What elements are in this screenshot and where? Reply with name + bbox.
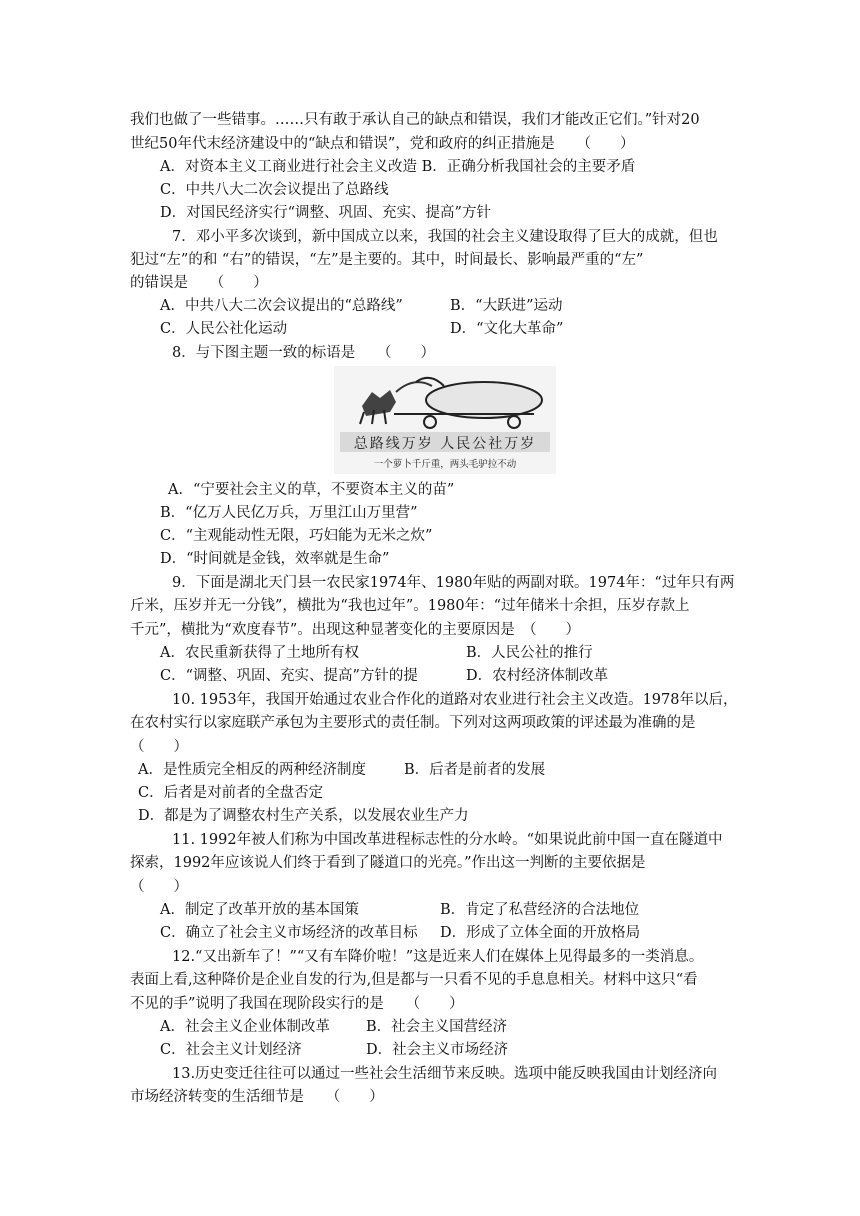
q6-text-line-2: 世纪50年代末经济建设中的“缺点和错误”，党和政府的纠正措施是 （ ） — [130, 136, 635, 152]
q8-option-c: C．“主观能动性无限，巧妇能为无米之炊” — [160, 528, 433, 544]
q12-option-d: D．社会主义市场经济 — [366, 1042, 509, 1058]
q7-text-line-3: 的错误是 （ ） — [130, 275, 268, 291]
q9-option-b: B．人民公社的推行 — [466, 645, 593, 661]
q9-text-line-3: 千元”，横批为“欢度春节”。出现这种显著变化的主要原因是 （ ） — [130, 622, 580, 638]
q11-option-b: B．肯定了私营经济的合法地位 — [440, 902, 640, 918]
q12-text-line-1: 12.“又出新车了！”“又有车降价啦！”这是近来人们在媒体上见得最多的一类消息。 — [172, 949, 704, 965]
q9-option-a: A．农民重新获得了土地所有权 — [160, 645, 359, 661]
q13-text-line-2: 市场经济转变的生活细节是 （ ） — [130, 1089, 384, 1105]
q13-text-line-1: 13.历史变迁往往可以通过一些社会生活细节来反映。选项中能反映我国由计划经济向 — [172, 1066, 718, 1082]
q11-text-line-2: 探索，1992年应该说人们终于看到了隧道口的光亮。”作出这一判断的主要依据是 — [130, 855, 646, 871]
q10-text-line-1: 10. 1953年，我国开始通过农业合作化的道路对农业进行社会主义改造。1978年以后， — [172, 692, 738, 708]
q7-option-c: C．人民公社化运动 — [160, 321, 288, 337]
q12-option-a: A．社会主义企业体制改革 — [160, 1019, 330, 1035]
propaganda-cartoon-figure — [334, 366, 556, 474]
q12-option-c: C．社会主义计划经济 — [160, 1042, 302, 1058]
q10-option-c: C．后者是对前者的全盘否定 — [138, 785, 324, 801]
q8-option-a: A．“宁要社会主义的草，不要资本主义的苗” — [168, 482, 455, 498]
q8-option-d: D．“时间就是金钱，效率就是生命” — [160, 551, 390, 567]
q8-option-b: B．“亿万人民亿万兵，万里江山万里营” — [160, 505, 418, 521]
q9-option-c: C．“调整、巩固、充实、提高”方针的提 — [160, 668, 418, 684]
q6-option-a-b: A．对资本主义工商业进行社会主义改造 B．正确分析我国社会的主要矛盾 — [160, 159, 636, 175]
q7-text-line-2: 犯过“左”的和 “右”的错误，“左”是主要的。其中，时间最长、影响最严重的“左” — [130, 252, 644, 268]
q9-text-line-1: 9．下面是湖北天门县一农民家1974年、1980年贴的两副对联。1974年：“过年只有两 — [172, 575, 735, 591]
q6-text-line-1: 我们也做了一些错事。……只有敢于承认自己的缺点和错误，我们才能改正它们。”针对20 — [130, 112, 700, 128]
q11-option-a: A．制定了改革开放的基本国策 — [160, 902, 359, 918]
q11-option-c: C．确立了社会主义市场经济的改革目标 — [160, 925, 418, 941]
cartoon-caption: 一个萝卜千斤重，两头毛驴拉不动 — [373, 459, 517, 470]
q9-option-d: D．农村经济体制改革 — [466, 668, 609, 684]
q8-text: 8．与下图主题一致的标语是 （ ） — [172, 345, 435, 361]
q7-option-a: A．中共八大二次会议提出的“总路线” — [160, 298, 403, 314]
q10-option-d: D．都是为了调整农村生产关系，以发展农业生产力 — [138, 808, 469, 824]
q7-text-line-1: 7．邓小平多次谈到，新中国成立以来，我国的社会主义建设取得了巨大的成就，但也 — [172, 229, 718, 245]
q10-option-b: B．后者是前者的发展 — [404, 762, 546, 778]
q9-text-line-2: 斤米，压岁并无一分钱”，横批为“我也过年”。1980年：“过年储米十余担，压岁存款上 — [130, 598, 690, 614]
q12-option-b: B．社会主义国营经济 — [366, 1019, 508, 1035]
q11-option-d: D．形成了立体全面的开放格局 — [440, 925, 641, 941]
q12-text-line-2: 表面上看,这种降价是企业自发的行为,但是都与一只看不见的手息息相关。材料中这只“看 — [130, 972, 698, 988]
q10-option-a: A．是性质完全相反的两种经济制度 — [138, 762, 366, 778]
q11-text-line-3: （ ） — [130, 879, 188, 895]
q10-text-line-3: （ ） — [130, 739, 188, 755]
q7-option-b: B．“大跃进”运动 — [450, 298, 563, 314]
q12-text-line-3: 不见的手”说明了我国在现阶段实行的是 （ ） — [130, 996, 464, 1012]
q6-option-c: C．中共八大二次会议提出了总路线 — [160, 182, 389, 198]
q6-option-d: D．对国民经济实行“调整、巩固、充实、提高”方针 — [160, 205, 491, 221]
q7-option-d: D．“文化大革命” — [450, 321, 564, 337]
q11-text-line-1: 11. 1992年被人们称为中国改革进程标志性的分水岭。“如果说此前中国一直在隧道中 — [172, 832, 723, 848]
q10-text-line-2: 在农村实行以家庭联产承包为主要形式的责任制。下列对这两项政策的评述最为准确的是 — [130, 715, 696, 731]
cartoon-banner-text: 总路线万岁 人民公社万岁 — [353, 436, 537, 452]
